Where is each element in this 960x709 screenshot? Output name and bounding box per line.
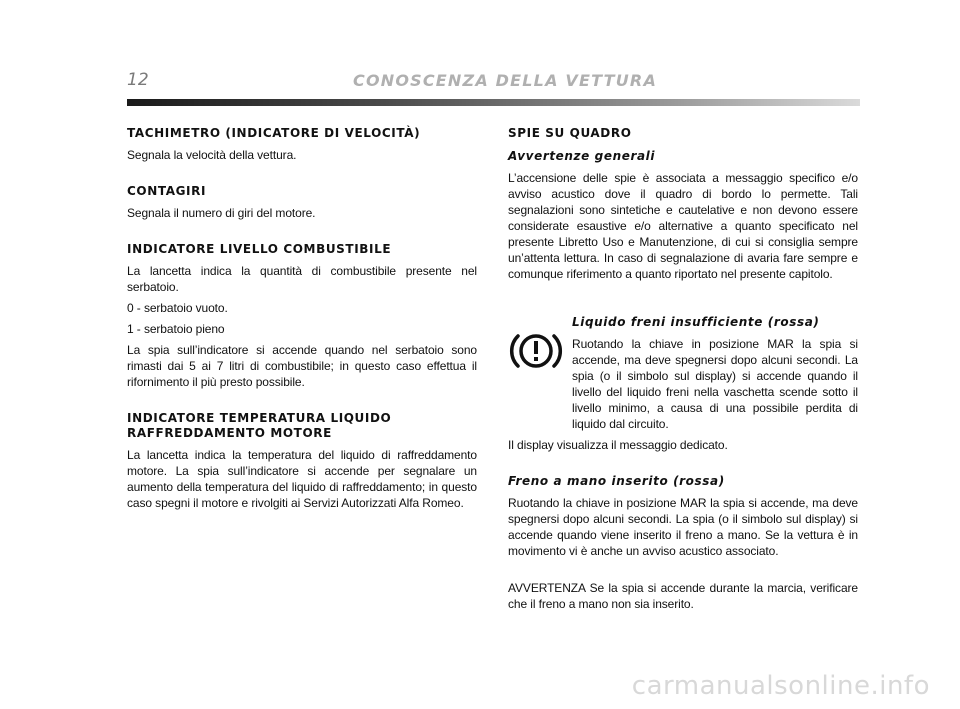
combustibile-text-1: La lancetta indica la quantità di combustibile presente nel serbatoio.: [127, 264, 477, 294]
temperatura-text: La lancetta indica la temperatura del liquido di raffreddamento motore. La spia sull’indicatore si accende per segnalare un aumento della temperatura del liquido di raffreddamento; in questo caso spegni il motore e rivolgiti ai Servizi Autorizzati Alfa Romeo.: [127, 448, 477, 510]
temperatura-heading-line1: INDICATORE TEMPERATURA LIQUIDO: [127, 411, 392, 425]
liquido-freni-block: [508, 315, 858, 453]
tachimetro-heading: TACHIMETRO (INDICATORE DI VELOCITÀ): [127, 126, 421, 140]
freno-mano-warning: AVVERTENZA Se la spia si accende durante la marcia, verificare che il freno a mano non sia inserito.: [508, 581, 858, 611]
right-column: [508, 126, 858, 617]
temperatura-heading-line2: RAFFREDDAMENTO MOTORE: [127, 426, 332, 440]
temperatura-heading: [127, 411, 477, 441]
freno-mano-text: Ruotando la chiave in posizione MAR la spia si accende, ma deve spegnersi dopo alcuni secondi. La spia (o il simbolo sul display) si accende quando viene inserito il freno a mano. Se la vettura è in movimento vi è anche un avviso acustico associato.: [508, 496, 858, 558]
liquido-freni-heading: Liquido freni insufficiente (rossa): [572, 315, 820, 329]
header-divider: [127, 99, 860, 106]
combustibile-heading: INDICATORE LIVELLO COMBUSTIBILE: [127, 242, 392, 256]
liquido-freni-text: Ruotando la chiave in posizione MAR la spia si accende, ma deve spegnersi dopo alcuni secondi. La spia (o il simbolo sul display) si accende quando il livello del liquido freni nella vaschetta scende sotto il livello minimo, a causa di una possibile perdita di liquido dal circuito.: [572, 337, 858, 431]
page-number: 12: [127, 70, 149, 90]
page-header: [127, 70, 860, 94]
combustibile-text-2: 0 - serbatoio vuoto.: [127, 301, 228, 315]
watermark: carmanualsonline.info: [631, 671, 930, 701]
combustibile-text-3: 1 - serbatoio pieno: [127, 322, 225, 336]
spie-subheading: Avvertenze generali: [508, 149, 656, 163]
page-title: CONOSCENZA DELLA VETTURA: [353, 71, 658, 90]
spie-text: L’accensione delle spie è associata a messaggio specifico e/o avviso acustico dove il quadro di bordo lo permette. Tali segnalazioni sono sintetiche e cautelative e non devono essere considerate esaustive e/o alternative a quanto specificato nel presente Libretto Uso e Manutenzione, di cui si consiglia sempre un’attenta lettura. In caso di segnalazione di avaria fare sempre e comunque riferimento a quanto riportato nel presente capitolo.: [508, 171, 858, 281]
contagiri-heading: CONTAGIRI: [127, 184, 207, 198]
contagiri-text: Segnala il numero di giri del motore.: [127, 206, 316, 220]
left-column: [127, 126, 477, 516]
freno-mano-heading: Freno a mano inserito (rossa): [508, 474, 725, 488]
brake-warning-icon: [508, 323, 564, 379]
combustibile-text-4: La spia sull’indicatore si accende quando nel serbatoio sono rimasti dai 5 ai 7 litri di combustibile; in questo caso effettua il rifornimento il più presto possibile.: [127, 343, 477, 389]
liquido-freni-text-2: Il display visualizza il messaggio dedicato.: [508, 438, 728, 452]
tachimetro-text: Segnala la velocità della vettura.: [127, 148, 297, 162]
spie-heading: SPIE SU QUADRO: [508, 126, 632, 140]
